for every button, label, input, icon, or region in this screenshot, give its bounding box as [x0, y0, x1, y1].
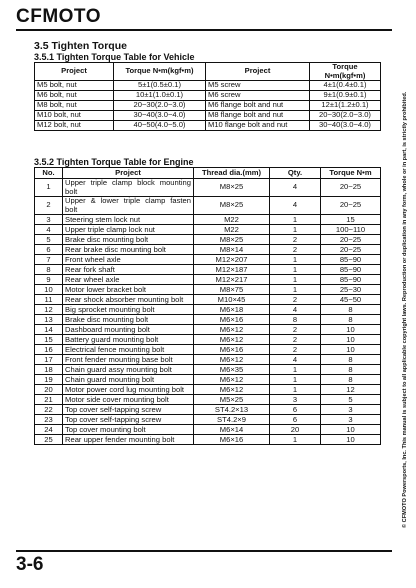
table-cell: Steering stem lock nut [63, 215, 194, 225]
table-cell: M6×12 [194, 375, 270, 385]
engine-table-title: 3.5.2 Tighten Torque Table for Engine [34, 157, 194, 167]
table-row [35, 245, 381, 255]
table-cell: 21 [35, 395, 63, 405]
table-cell: M8×25 [194, 179, 270, 197]
table-cell: Top cover self-tapping screw [63, 415, 194, 425]
column-header: Torque N•m [321, 168, 381, 179]
table-cell: 85~90 [321, 275, 381, 285]
table-row [35, 345, 381, 355]
table-cell: 22 [35, 405, 63, 415]
table-cell: 15 [35, 335, 63, 345]
table-cell: Rear brake disc mounting bolt [63, 245, 194, 255]
table-cell: 6 [270, 415, 321, 425]
table-cell: 20 [270, 425, 321, 435]
table-cell: 20~25 [321, 179, 381, 197]
table-cell: M8×75 [194, 285, 270, 295]
table-cell: 2 [270, 345, 321, 355]
table-cell: 24 [35, 425, 63, 435]
table-row [35, 255, 381, 265]
table-cell: 40~50(4.0~5.0) [114, 121, 206, 131]
table-cell: Top cover self-tapping screw [63, 405, 194, 415]
table-cell: M6 screw [206, 91, 310, 101]
table-cell: 4 [270, 355, 321, 365]
column-header: Thread dia.(mm) [194, 168, 270, 179]
table-cell: 1 [270, 225, 321, 235]
section-title: 3.5 Tighten Torque [34, 40, 127, 52]
table-cell: 19 [35, 375, 63, 385]
column-header: No. [35, 168, 63, 179]
table-row [35, 355, 381, 365]
table-cell: M10 bolt, nut [35, 111, 114, 121]
table-cell: M12×217 [194, 275, 270, 285]
table-cell: M8 bolt, nut [35, 101, 114, 111]
table-cell: 2 [270, 245, 321, 255]
table-cell: M5 bolt, nut [35, 81, 114, 91]
table-cell: 5±1(0.5±0.1) [114, 81, 206, 91]
table-cell: 3 [321, 415, 381, 425]
table-cell: Rear wheel axle [63, 275, 194, 285]
table-row [35, 121, 381, 131]
table-cell: 12 [35, 305, 63, 315]
table-cell: 100~110 [321, 225, 381, 235]
table-row [35, 111, 381, 121]
column-header: Project [206, 63, 310, 81]
table-cell: 7 [35, 255, 63, 265]
table-cell: M6×35 [194, 365, 270, 375]
table-cell: Dashboard mounting bolt [63, 325, 194, 335]
table-cell: 10 [321, 335, 381, 345]
table-cell: M8×14 [194, 245, 270, 255]
header-divider [16, 29, 392, 31]
table-cell: M6 bolt, nut [35, 91, 114, 101]
table-row [35, 215, 381, 225]
table-cell: M6×16 [194, 345, 270, 355]
table-cell: 3 [321, 405, 381, 415]
table-cell: 4 [270, 305, 321, 315]
table-cell: Chain guard mounting bolt [63, 375, 194, 385]
table-cell: M8×25 [194, 197, 270, 215]
table-cell: Top cover mounting bolt [63, 425, 194, 435]
table-cell: 1 [35, 179, 63, 197]
table-row [35, 425, 381, 435]
table-cell: M8×25 [194, 235, 270, 245]
table-cell: Battery guard mounting bolt [63, 335, 194, 345]
table-row [35, 101, 381, 111]
table-cell: Front fender mounting base bolt [63, 355, 194, 365]
table-cell: 20 [35, 385, 63, 395]
table-cell: M6×18 [194, 305, 270, 315]
vehicle-torque-table [34, 62, 381, 131]
table-cell: M12×187 [194, 265, 270, 275]
copyright-notice: © CFMOTO Powersports, Inc. This manual is subject to all applicable copyright laws. Reproduction or duplication in any form, whole or in part, is strictly prohibited. [402, 91, 408, 528]
table-cell: 20~30(2.0~3.0) [310, 111, 381, 121]
table-row [35, 285, 381, 295]
table-row [35, 405, 381, 415]
table-cell: M12×207 [194, 255, 270, 265]
table-cell: Electrical fence mounting bolt [63, 345, 194, 355]
table-cell: M6×14 [194, 425, 270, 435]
table-cell: 4 [270, 179, 321, 197]
vehicle-table-title: 3.5.1 Tighten Torque Table for Vehicle [34, 52, 195, 62]
table-cell: 25 [35, 435, 63, 445]
table-cell: 1 [270, 215, 321, 225]
table-cell: 20~25 [321, 245, 381, 255]
table-cell: 8 [321, 305, 381, 315]
table-cell: Upper & lower triple clamp fasten bolt [63, 197, 194, 215]
table-cell: 30~40(3.0~4.0) [310, 121, 381, 131]
table-cell: M6×12 [194, 325, 270, 335]
table-cell: Chain guard assy mounting bolt [63, 365, 194, 375]
footer-divider [16, 550, 392, 552]
table-cell: 45~50 [321, 295, 381, 305]
table-cell: 5 [321, 395, 381, 405]
table-cell: 6 [35, 245, 63, 255]
table-row [35, 415, 381, 425]
table-cell: 4 [35, 225, 63, 235]
table-row [35, 395, 381, 405]
table-cell: M5 screw [206, 81, 310, 91]
table-cell: Upper triple clamp block mounting bolt [63, 179, 194, 197]
table-cell: 14 [35, 325, 63, 335]
table-row [35, 275, 381, 285]
brand-logo-text: CFMOTO [16, 6, 101, 27]
table-row [35, 179, 381, 197]
table-cell: M10 flange bolt and nut [206, 121, 310, 131]
engine-torque-table [34, 167, 381, 445]
table-cell: ST4.2×9 [194, 415, 270, 425]
table-cell: Upper triple clamp lock nut [63, 225, 194, 235]
table-cell: 6 [270, 405, 321, 415]
table-cell: Motor power cord lug mounting bolt [63, 385, 194, 395]
table-cell: 5 [35, 235, 63, 245]
table-cell: M6×16 [194, 435, 270, 445]
column-header: Project [35, 63, 114, 81]
table-cell: 10 [35, 285, 63, 295]
column-header: Torque N•m(kgf•m) [310, 63, 381, 81]
column-header: Torque N•m(kgf•m) [114, 63, 206, 81]
table-cell: 18 [35, 365, 63, 375]
table-header-row [35, 168, 381, 179]
table-cell: 85~90 [321, 255, 381, 265]
table-cell: M22 [194, 225, 270, 235]
table-cell: 30~40(3.0~4.0) [114, 111, 206, 121]
table-cell: Rear shock absorber mounting bolt [63, 295, 194, 305]
column-header: Project [63, 168, 194, 179]
table-cell: Rear upper fender mounting bolt [63, 435, 194, 445]
table-cell: Brake disc mounting bolt [63, 315, 194, 325]
table-cell: 13 [35, 315, 63, 325]
table-cell: M8 flange bolt and nut [206, 111, 310, 121]
table-cell: 1 [270, 375, 321, 385]
table-row [35, 81, 381, 91]
table-row [35, 435, 381, 445]
table-cell: Front wheel axle [63, 255, 194, 265]
table-cell: 8 [270, 315, 321, 325]
table-cell: 10 [321, 435, 381, 445]
table-cell: 1 [270, 275, 321, 285]
table-cell: 1 [270, 285, 321, 295]
table-cell: 2 [270, 295, 321, 305]
table-cell: 8 [321, 355, 381, 365]
table-row [35, 325, 381, 335]
table-cell: 3 [270, 395, 321, 405]
table-cell: 25~30 [321, 285, 381, 295]
table-cell: 23 [35, 415, 63, 425]
table-cell: 9 [35, 275, 63, 285]
table-cell: M22 [194, 215, 270, 225]
table-cell: 12 [321, 385, 381, 395]
table-cell: Big sprocket mounting bolt [63, 305, 194, 315]
table-cell: 15 [321, 215, 381, 225]
table-cell: 4 [270, 197, 321, 215]
table-cell: M6×16 [194, 315, 270, 325]
table-cell: 20~30(2.0~3.0) [114, 101, 206, 111]
table-row [35, 365, 381, 375]
table-cell: M6×12 [194, 385, 270, 395]
table-cell: M12 bolt, nut [35, 121, 114, 131]
table-cell: 2 [270, 235, 321, 245]
table-cell: M6×12 [194, 335, 270, 345]
table-cell: M6 flange bolt and nut [206, 101, 310, 111]
table-cell: 1 [270, 385, 321, 395]
table-cell: 17 [35, 355, 63, 365]
table-cell: 12±1(1.2±0.1) [310, 101, 381, 111]
table-row [35, 335, 381, 345]
table-cell: M6×12 [194, 355, 270, 365]
table-row [35, 375, 381, 385]
table-cell: 1 [270, 255, 321, 265]
table-cell: M10×45 [194, 295, 270, 305]
page-number: 3-6 [16, 554, 44, 575]
table-row [35, 235, 381, 245]
table-cell: 1 [270, 365, 321, 375]
table-row [35, 295, 381, 305]
table-cell: Rear fork shaft [63, 265, 194, 275]
table-cell: 8 [321, 375, 381, 385]
table-cell: Brake disc mounting bolt [63, 235, 194, 245]
table-cell: 3 [35, 215, 63, 225]
table-cell: 1 [270, 435, 321, 445]
table-cell: 10 [321, 425, 381, 435]
table-cell: 20~25 [321, 197, 381, 215]
table-cell: Motor lower bracket bolt [63, 285, 194, 295]
table-cell: 11 [35, 295, 63, 305]
table-cell: 1 [270, 265, 321, 275]
table-cell: Motor side cover mounting bolt [63, 395, 194, 405]
table-cell: M5×25 [194, 395, 270, 405]
table-header-row [35, 63, 381, 81]
table-cell: 4±1(0.4±0.1) [310, 81, 381, 91]
column-header: Qty. [270, 168, 321, 179]
table-cell: 8 [321, 365, 381, 375]
table-cell: 85~90 [321, 265, 381, 275]
table-cell: ST4.2×13 [194, 405, 270, 415]
table-cell: 10 [321, 345, 381, 355]
table-row [35, 385, 381, 395]
table-cell: 20~25 [321, 235, 381, 245]
table-row [35, 225, 381, 235]
table-cell: 8 [321, 315, 381, 325]
table-cell: 2 [270, 335, 321, 345]
table-row [35, 305, 381, 315]
table-cell: 8 [35, 265, 63, 275]
table-row [35, 315, 381, 325]
table-cell: 2 [35, 197, 63, 215]
table-row [35, 91, 381, 101]
table-row [35, 197, 381, 215]
table-row [35, 265, 381, 275]
table-cell: 10 [321, 325, 381, 335]
table-cell: 2 [270, 325, 321, 335]
table-cell: 16 [35, 345, 63, 355]
table-cell: 10±1(1.0±0.1) [114, 91, 206, 101]
table-cell: 9±1(0.9±0.1) [310, 91, 381, 101]
